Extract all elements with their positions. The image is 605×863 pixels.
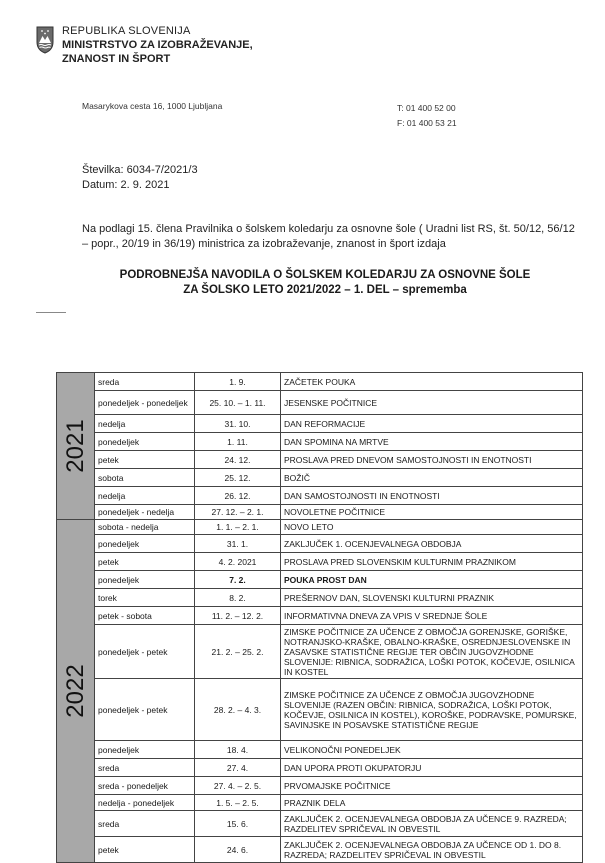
organization-name: [62, 24, 253, 66]
phone-number: T: 01 400 52 00: [397, 103, 456, 113]
row-date: 27. 4.: [195, 759, 281, 777]
row-day: nedelja: [95, 415, 195, 433]
document-meta: [82, 163, 198, 193]
row-date: 21. 2. – 25. 2.: [195, 625, 281, 679]
row-event: VELIKONOČNI PONEDELJEK: [281, 741, 583, 759]
table-row: [57, 373, 583, 391]
slovenian-coat-of-arms-icon: [36, 26, 54, 54]
document-number: Številka: 6034-7/2021/3: [82, 164, 198, 176]
row-date: 1. 9.: [195, 373, 281, 391]
row-event: BOŽIČ: [281, 469, 583, 487]
row-date: 27. 4. – 2. 5.: [195, 777, 281, 795]
row-day: sreda: [95, 373, 195, 391]
row-event: ZAKLJUČEK 2. OCENJEVALNEGA OBDOBJA ZA UČENCE OD 1. DO 8. RAZREDA; RAZDELITEV SPRIČEVAL IN OBVESTIL: [281, 837, 583, 863]
row-event: NOVO LETO: [281, 520, 583, 535]
table-row: [57, 391, 583, 415]
address: Masarykova cesta 16, 1000 Ljubljana: [82, 101, 223, 111]
row-event: PROSLAVA PRED SLOVENSKIM KULTURNIM PRAZNIKOM: [281, 553, 583, 571]
row-event: DAN SAMOSTOJNOSTI IN ENOTNOSTI: [281, 487, 583, 505]
row-date: 18. 4.: [195, 741, 281, 759]
row-event: DAN REFORMACIJE: [281, 415, 583, 433]
document-title: [60, 268, 590, 298]
row-event: DAN UPORA PROTI OKUPATORJU: [281, 759, 583, 777]
letterhead: [36, 24, 253, 66]
table-row: [57, 811, 583, 837]
table-row: [57, 837, 583, 863]
row-event: PRAZNIK DELA: [281, 795, 583, 811]
row-event: ZAKLJUČEK 1. OCENJEVALNEGA OBDOBJA: [281, 535, 583, 553]
row-event: ZAKLJUČEK 2. OCENJEVALNEGA OBDOBJA ZA UČENCE 9. RAZREDA; RAZDELITEV SPRIČEVAL IN OBVESTIL: [281, 811, 583, 837]
table-row: [57, 553, 583, 571]
row-day: ponedeljek: [95, 741, 195, 759]
row-date: 1. 11.: [195, 433, 281, 451]
row-day: ponedeljek: [95, 571, 195, 589]
row-day: ponedeljek - ponedeljek: [95, 391, 195, 415]
row-day: ponedeljek - petek: [95, 625, 195, 679]
row-date: 28. 2. – 4. 3.: [195, 679, 281, 741]
row-day: sreda: [95, 759, 195, 777]
row-day: sreda - ponedeljek: [95, 777, 195, 795]
table-row: [57, 487, 583, 505]
title-line-2: ZA ŠOLSKO LETO 2021/2022 – 1. DEL – sprememba: [183, 284, 467, 296]
contact-numbers: [397, 101, 457, 131]
table-row: [57, 505, 583, 520]
row-day: ponedeljek - nedelja: [95, 505, 195, 520]
table-row: [57, 589, 583, 607]
row-event: ZAČETEK POUKA: [281, 373, 583, 391]
table-row: [57, 759, 583, 777]
table-row: [57, 607, 583, 625]
row-date: 24. 12.: [195, 451, 281, 469]
row-day: sobota - nedelja: [95, 520, 195, 535]
row-date: 31. 10.: [195, 415, 281, 433]
row-day: nedelja - ponedeljek: [95, 795, 195, 811]
row-event: JESENSKE POČITNICE: [281, 391, 583, 415]
row-event: POUKA PROST DAN: [281, 571, 583, 589]
row-date: 25. 12.: [195, 469, 281, 487]
row-date: 8. 2.: [195, 589, 281, 607]
row-date: 1. 1. – 2. 1.: [195, 520, 281, 535]
table-row: [57, 415, 583, 433]
row-day: sobota: [95, 469, 195, 487]
row-date: 7. 2.: [195, 571, 281, 589]
table-row: [57, 625, 583, 679]
year-label-2022: 2022: [57, 520, 95, 863]
row-day: petek: [95, 451, 195, 469]
table-row: [57, 520, 583, 535]
intro-paragraph: Na podlagi 15. člena Pravilnika o šolskem koledarju za osnovne šole ( Uradni list RS, št. 50/12, 56/12 – popr., 20/19 in 36/19) ministrica za izobraževanje, znanost in šport izdaja: [82, 223, 575, 250]
row-event: INFORMATIVNA DNEVA ZA VPIS V SREDNJE ŠOLE: [281, 607, 583, 625]
row-date: 11. 2. – 12. 2.: [195, 607, 281, 625]
row-day: ponedeljek: [95, 535, 195, 553]
row-date: 27. 12. – 2. 1.: [195, 505, 281, 520]
table-row: [57, 741, 583, 759]
row-date: 15. 6.: [195, 811, 281, 837]
org-line-1: REPUBLIKA SLOVENIJA: [62, 25, 191, 37]
org-line-2: MINISTRSTVO ZA IZOBRAŽEVANJE,: [62, 39, 253, 51]
document-date: Datum: 2. 9. 2021: [82, 179, 170, 191]
row-event: PROSLAVA PRED DNEVOM SAMOSTOJNOSTI IN ENOTNOSTI: [281, 451, 583, 469]
row-date: 24. 6.: [195, 837, 281, 863]
row-day: petek - sobota: [95, 607, 195, 625]
row-date: 1. 5. – 2. 5.: [195, 795, 281, 811]
row-event: PRVOMAJSKE POČITNICE: [281, 777, 583, 795]
row-day: ponedeljek: [95, 433, 195, 451]
table-row: [57, 679, 583, 741]
year-label-2021: 2021: [57, 373, 95, 520]
margin-rule: [36, 312, 66, 313]
row-date: 4. 2. 2021: [195, 553, 281, 571]
row-event: ZIMSKE POČITNICE ZA UČENCE Z OBMOČJA JUGOVZHODNE SLOVENIJE (RAZEN OBČIN: RIBNICA, SODRAŽICA, LOŠKI POTOK, KOČEVJE, OSILNICA IN KOSTEL), KOROŠKE, PODRAVSKE, POMURSKE, SAVINJSKE IN POSAVSKE STATISTIČNE REGIJE: [281, 679, 583, 741]
table-row: [57, 451, 583, 469]
row-day: torek: [95, 589, 195, 607]
title-line-1: PODROBNEJŠA NAVODILA O ŠOLSKEM KOLEDARJU ZA OSNOVNE ŠOLE: [119, 269, 531, 281]
row-day: nedelja: [95, 487, 195, 505]
table-row: [57, 433, 583, 451]
row-day: ponedeljek - petek: [95, 679, 195, 741]
row-event: PREŠERNOV DAN, SLOVENSKI KULTURNI PRAZNIK: [281, 589, 583, 607]
row-date: 26. 12.: [195, 487, 281, 505]
row-date: 25. 10. – 1. 11.: [195, 391, 281, 415]
row-event: ZIMSKE POČITNICE ZA UČENCE Z OBMOČJA GORENJSKE, GORIŠKE, NOTRANJSKO-KRAŠKE, OBALNO-KRAŠKE, OSREDNJESLOVENSKE IN ZASAVSKE STATISTIČNE REGIJE TER OBČIN JUGOVZHODNE SLOVENIJE: RIBNICA, SODRAŽICA, LOŠKI POTOK, KOČEVJE, OSILNICA IN KOSTEL: [281, 625, 583, 679]
school-calendar-table: [56, 372, 583, 863]
table-row: [57, 571, 583, 589]
org-line-3: ZNANOST IN ŠPORT: [62, 53, 171, 65]
table-row: [57, 777, 583, 795]
row-day: sreda: [95, 811, 195, 837]
row-event: DAN SPOMINA NA MRTVE: [281, 433, 583, 451]
fax-number: F: 01 400 53 21: [397, 118, 457, 128]
table-row: [57, 469, 583, 487]
row-date: 31. 1.: [195, 535, 281, 553]
row-event: NOVOLETNE POČITNICE: [281, 505, 583, 520]
table-row: [57, 535, 583, 553]
row-day: petek: [95, 837, 195, 863]
table-row: [57, 795, 583, 811]
row-day: petek: [95, 553, 195, 571]
